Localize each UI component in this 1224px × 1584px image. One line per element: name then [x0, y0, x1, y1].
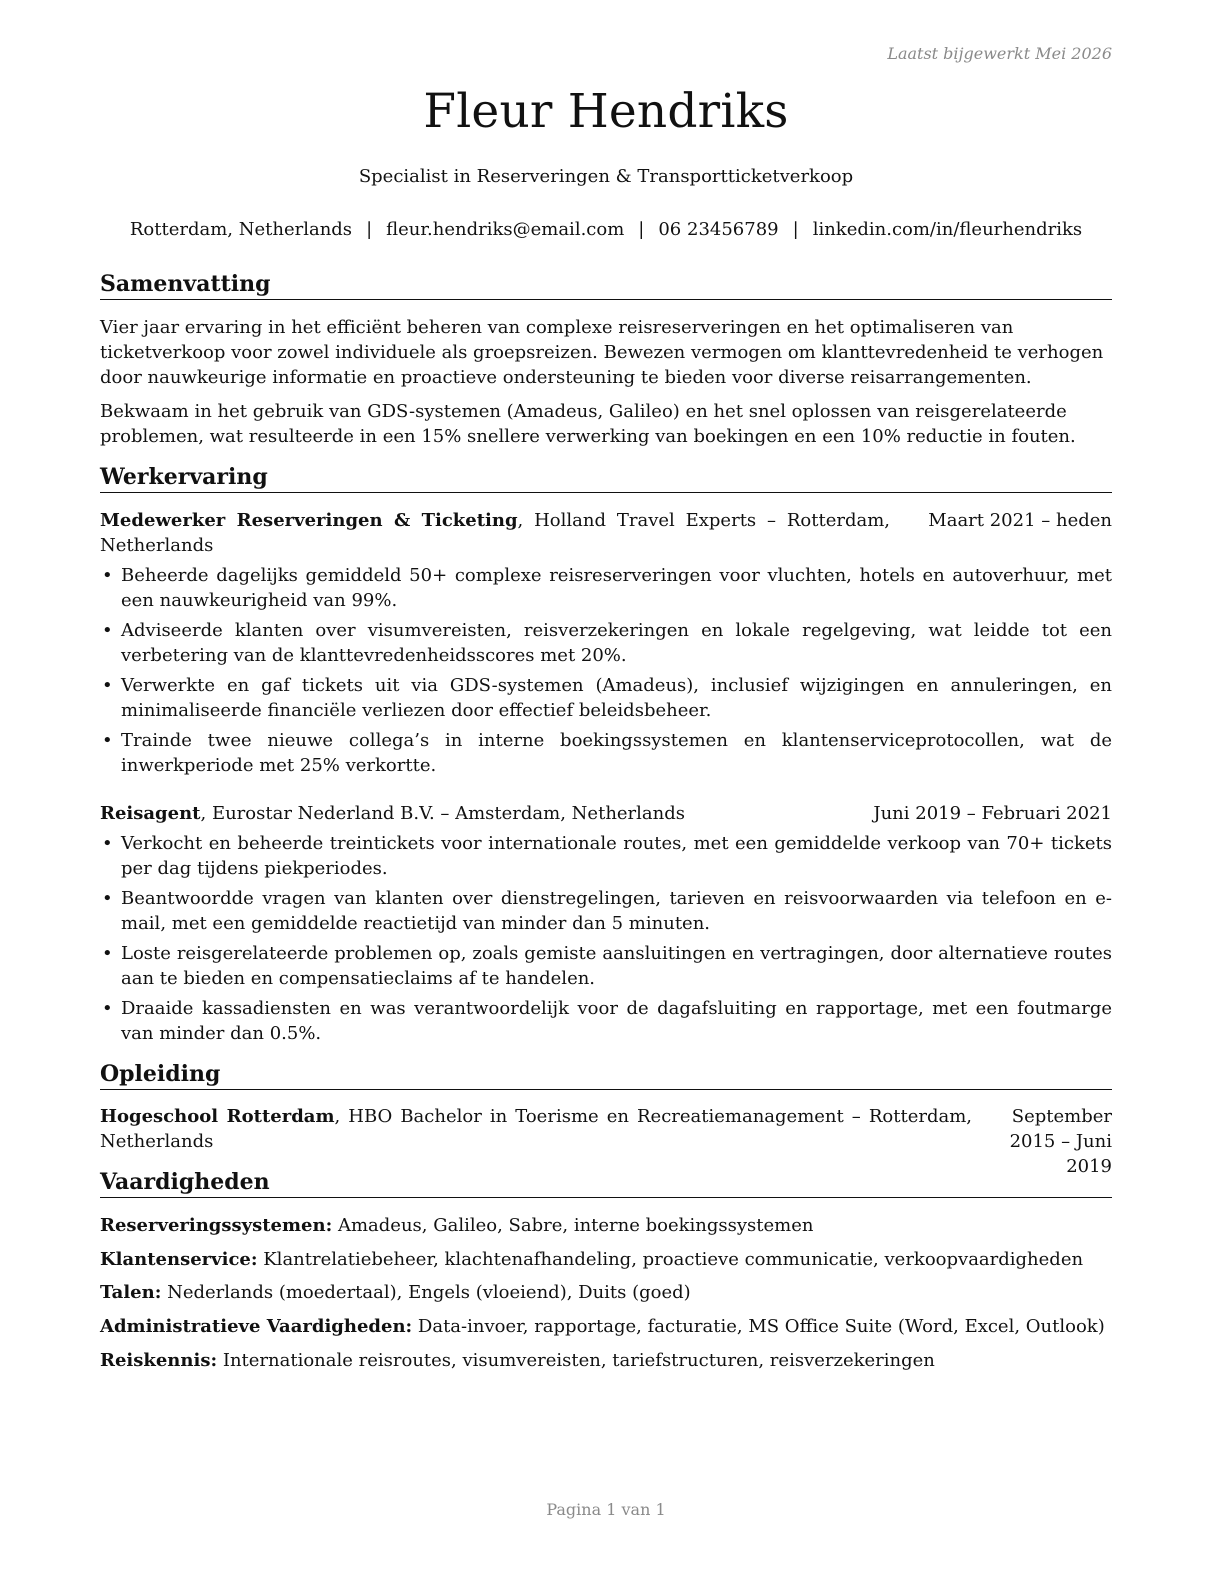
- contact-separator: |: [792, 219, 799, 240]
- job-dates: Juni 2019 – Februari 2021: [873, 803, 1112, 824]
- list-item: • Loste reisgerelateerde problemen op, zoals gemiste aansluitingen en vertragingen, door alternatieve routes aan te bieden en compensatieclaims af te handelen.: [102, 943, 1112, 989]
- skill-label: Talen:: [100, 1282, 162, 1303]
- list-item: • Verkocht en beheerde treintickets voor internationale routes, met een gemiddelde verkoop van 70+ tickets per dag tijdens piekperiodes.: [102, 833, 1112, 879]
- skill-value: Data-invoer, rapportage, facturatie, MS Office Suite (Word, Excel, Outlook): [412, 1316, 1105, 1337]
- summary-paragraph-1: Vier jaar ervaring in het efficiënt beheren van complexe reisreserveringen en het optimaliseren van ticketverkoop voor zowel individuele als groepsreizen. Bewezen vermogen om klanttevredenheid te verhogen door nauwkeurige informatie en proactieve ondersteuning te bieden voor diverse reisarrangementen.: [100, 317, 1104, 388]
- skill-value: Internationale reisroutes, visumvereisten, tariefstructuren, reisverzekeringen: [217, 1350, 935, 1371]
- education-line: [100, 1104, 972, 1154]
- skill-value: Nederlands (moedertaal), Engels (vloeiend), Duits (goed): [161, 1282, 691, 1303]
- job-role: Medewerker Reserveringen & Ticketing: [100, 510, 518, 531]
- skill-row: [100, 1247, 1112, 1272]
- job-company: , Holland Travel Experts – Rotterdam, Netherlands: [100, 510, 891, 556]
- job-company: , Eurostar Nederland B.V. – Amsterdam, Netherlands: [200, 803, 686, 824]
- job-bullets-1: [100, 563, 1112, 783]
- job-header-2: [100, 801, 1112, 826]
- skill-row: [100, 1213, 1112, 1238]
- candidate-name: Fleur Hendriks: [423, 84, 789, 139]
- bullet-icon: •: [102, 943, 113, 964]
- candidate-subtitle: Specialist in Reserveringen & Transportticketverkoop: [358, 166, 854, 187]
- list-item: • Trainde twee nieuwe collega’s in interne boekingssystemen en klantenserviceprotocollen, wat de inwerkperiode met 25% verkortte.: [102, 730, 1112, 776]
- list-item: • Verwerkte en gaf tickets uit via GDS-systemen (Amadeus), inclusief wijzigingen en annuleringen, en minimaliseerde financiële verliezen door effectief beleidsbeheer.: [102, 675, 1112, 721]
- education-school: Hogeschool Rotterdam: [100, 1106, 335, 1127]
- contact-separator: |: [638, 219, 645, 240]
- bullet-icon: •: [102, 888, 113, 909]
- skill-label: Administratieve Vaardigheden:: [100, 1316, 413, 1337]
- bullet-icon: •: [102, 620, 113, 641]
- education-detail: , HBO Bachelor in Toerisme en Recreatiemanagement – Rotterdam, Netherlands: [100, 1106, 972, 1152]
- list-item: • Beheerde dagelijks gemiddeld 50+ complexe reisreserveringen voor vluchten, hotels en autoverhuur, met een nauwkeurigheid van 99%.: [102, 565, 1112, 611]
- summary-paragraph-2: Bekwaam in het gebruik van GDS-systemen (Amadeus, Galileo) en het snel oplossen van reisgerelateerde problemen, wat resulteerde in een 15% snellere verwerking van boekingen en een 10% reductie in fouten.: [100, 401, 1076, 447]
- contact-phone: 06 23456789: [658, 219, 779, 240]
- bullet-icon: •: [102, 998, 113, 1019]
- skill-label: Klantenservice:: [100, 1249, 258, 1270]
- job-header-1: [100, 508, 1112, 558]
- contact-linkedin[interactable]: linkedin.com/in/fleurhendriks: [812, 219, 1083, 240]
- bullet-icon: •: [102, 730, 113, 751]
- job-role: Reisagent: [100, 803, 201, 824]
- skill-row: [100, 1314, 1112, 1339]
- skill-value: Amadeus, Galileo, Sabre, interne boekingssystemen: [332, 1215, 814, 1236]
- list-item: • Beantwoordde vragen van klanten over dienstregelingen, tarieven en reisvoorwaarden via telefoon en e-mail, met een gemiddelde reactietijd van minder dan 5 minuten.: [102, 888, 1112, 934]
- education-entry: [100, 1104, 1112, 1177]
- skill-value: Klantrelatiebeheer, klachtenafhandeling, proactieve communicatie, verkoopvaardigheden: [257, 1249, 1084, 1270]
- resume-page: [100, 0, 1112, 1584]
- section-title-summary: Samenvatting: [100, 271, 1112, 300]
- bullet-icon: •: [102, 833, 113, 854]
- skill-label: Reserveringssystemen:: [100, 1215, 333, 1236]
- contact-email[interactable]: fleur.hendriks@email.com: [386, 219, 625, 240]
- job-dates: Maart 2021 – heden: [928, 510, 1112, 531]
- skill-row: [100, 1280, 1112, 1305]
- contact-line: [100, 219, 1112, 240]
- education-dates: September 2015 – Juni 2019: [1009, 1106, 1112, 1177]
- last-updated: Laatst bijgewerkt Mei 2026: [887, 44, 1112, 63]
- page-footer: Pagina 1 van 1: [546, 1500, 666, 1519]
- contact-location: Rotterdam, Netherlands: [129, 219, 353, 240]
- section-title-education: Opleiding: [100, 1061, 1112, 1090]
- section-title-skills: Vaardigheden: [100, 1169, 1112, 1198]
- job-title-line: [100, 508, 890, 558]
- contact-separator: |: [366, 219, 373, 240]
- skill-row: [100, 1348, 1112, 1373]
- bullet-icon: •: [102, 565, 113, 586]
- job-bullets-2: [100, 831, 1112, 1051]
- list-item: • Adviseerde klanten over visumvereisten, reisverzekeringen en lokale regelgeving, wat leidde tot een verbetering van de klanttevredenheidsscores met 20%.: [102, 620, 1112, 666]
- section-title-experience: Werkervaring: [100, 464, 1112, 493]
- list-item: • Draaide kassadiensten en was verantwoordelijk voor de dagafsluiting en rapportage, met een foutmarge van minder dan 0.5%.: [102, 998, 1112, 1044]
- bullet-icon: •: [102, 675, 113, 696]
- skill-label: Reiskennis:: [100, 1350, 218, 1371]
